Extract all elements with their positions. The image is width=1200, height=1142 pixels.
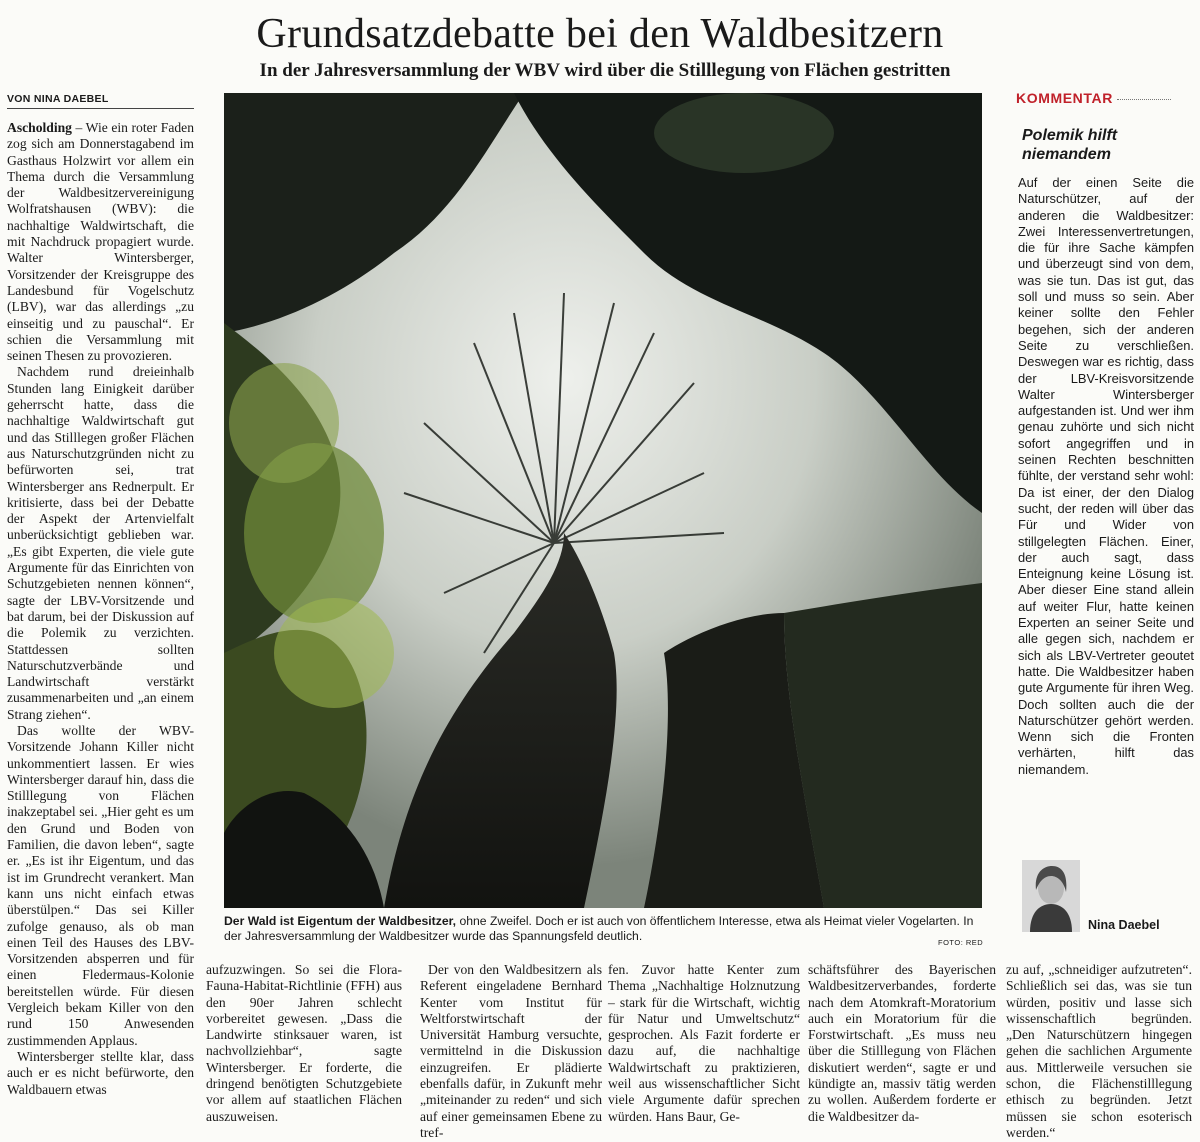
byline: VON NINA DAEBEL <box>7 93 194 109</box>
article-paragraph: Das wollte der WBV-Vorsitzende Johann Killer nicht unkommentiert lassen. Er wies Wintersberger darauf hin, dass die Stilllegung von Flächen inakzeptabel sei. „Hier geht es um den Grund und Boden von Familien, die davon leben“, sagte er. „Es ist ihr Eigentum, und das ist im Grundrecht verankert. Man kann uns nicht einfach etwas überstülpen.“ Das sei Killer zufolge genauso, als ob man einen Teil des Hauses des LBV-Vorsitzenden absperren und für einen Fledermaus-Kolonie bereitstellen würde. Für diesen Vergleich bekam Killer von den rund 150 Anwesenden zustimmenden Applaus. <box>7 722 194 1048</box>
article-column-1 <box>7 120 194 1098</box>
article-column-5: schäftsführer des Bayerischen Waldbesitzerverbandes, forderte nach dem Atomkraft-Moratorium auch ein Moratorium für die Forstwirtschaft. „Es muss neu über die Stilllegung von Flächen diskutiert werden“, sagte er und kündigte an, massiv tätig werden zu wollen. Außerdem forderte er die Waldbesitzer da- <box>808 962 996 1124</box>
kommentar-label: KOMMENTAR <box>1016 90 1113 106</box>
article-paragraph: Der von den Waldbesitzern als Referent eingeladene Bernhard Kenter vom Institut für Weltforstwirtschaft der Universität Hamburg versuchte, vermittelnd in die Diskussion einzugreifen. Er plädierte ebenfalls dafür, in Zukunft mehr „miteinander zu reden“ und sich auf einer gemeinsamen Ebene zu tref- <box>420 962 602 1140</box>
photo-caption <box>224 914 982 944</box>
kommentar-text: Auf der einen Seite die Naturschützer, auf der anderen die Waldbesitzer: Zwei Interessenvertretungen, die für ihre Sache kämpfen und überzeugt sind von dem, was sie tun. Das ist gut, das soll und muss so sein. Aber keiner sollte den Fehler begehen, sich der anderen Seite zu verschließen. Deswegen war es richtig, dass der LBV-Kreisvorsitzende Walter Wintersberger aufgestanden ist. Und wer ihm genau zuhörte und sich nicht sofort angegriffen und in seinen Rechten beschnitten fühlte, der verstand sehr wohl: Da ist einer, der den Dialog sucht, der reden will über das Für und Wider von stillgelegten Flächen. Einer, der auch sagt, dass Enteignung keine Lösung ist. Aber dieser Eine stand allein auf weiter Flur, hatte keinen Experten an seiner Seite und alle gegen sich, nachdem er sich als LBV-Vertreter geoutet hatte. Die Waldbesitzer haben gute Argumente für ihren Weg. Doch sollten auch die der Naturschützer gehört werden. Wenn sich die Fronten verhärten, hilft das niemandem. <box>1018 175 1194 777</box>
caption-text: ohne Zweifel. Doch er ist auch von öffentlichem Interesse, etwa als Heimat vieler Vogelarten. In der Jahresversammlung der Waldbesitzer wurde das Spannungsfeld deutlich. <box>224 914 974 943</box>
headline: Grundsatzdebatte bei den Waldbesitzern <box>256 11 944 57</box>
photo-credit: FOTO: RED <box>938 938 984 947</box>
forest-photo <box>224 93 982 908</box>
article-column-3 <box>420 962 602 1141</box>
dateline: Ascholding <box>7 120 72 135</box>
kommentar-title: Polemik hilft niemandem <box>1022 127 1118 163</box>
article-column-6: zu auf, „schneidiger aufzutreten“. Schließlich sei das, was sie tun würden, positiv und lasse sich wissenschaftlich begründen. „Den Naturschützern hingegen gehen die sachlichen Argumente aus. Mittlerweile versuchen sie schon, die Flächenstilllegung ethisch zu begründen. Jetzt müssen sie schon esoterisch werden.“ <box>1006 962 1192 1140</box>
author-portrait <box>1022 860 1080 932</box>
subheadline: In der Jahresversammlung der WBV wird über die Stilllegung von Flächen gestritten <box>259 60 951 81</box>
article-column-2: aufzuzwingen. So sei die Flora-Fauna-Habitat-Richtlinie (FFH) aus den 90er Jahren schlecht vorbereitet gewesen. „Dass die Landwirte stinksauer waren, ist nachvollziehbar“, sagte Wintersberger. Er forderte, die dringend benötigten Schutzgebiete vor allem auf staatlichen Flächen auszuweisen. <box>206 962 402 1124</box>
article-column-4: fen. Zuvor hatte Kenter zum Thema „Nachhaltige Holznutzung – stark für die Wirtschaft, wichtig für Natur und Umweltschutz“ gesprochen. Als Fazit forderte er dazu auf, die nachhaltige Waldwirtschaft zu praktizieren, weil aus wissenschaftlicher Sicht viele Argumente dafür sprechen würden. Hans Baur, Ge- <box>608 962 800 1124</box>
author-name: Nina Daebel <box>1088 918 1160 932</box>
caption-lead: Der Wald ist Eigentum der Waldbesitzer, <box>224 914 457 928</box>
article-paragraph: Ascholding – Wie ein roter Faden zog sich am Donnerstagabend im Gasthaus Holzwirt vor allem ein Thema durch die Versammlung der Waldbesitzervereinigung Wolfratshausen (WBV): die nachhaltige Waldwirtschaft, die mit Nachdruck propagiert wurde. Walter Wintersberger, Vorsitzender der Kreisgruppe des Landesbund für Vogelschutz (LBV), war das allerdings „zu einseitig und zu pauschal“. Er schien die Versammlung mit seinen Thesen zu provozieren. <box>7 120 194 364</box>
article-paragraph: Wintersberger stellte klar, dass auch er es nicht befürworte, den Waldbauern etwas <box>7 1048 194 1097</box>
kommentar-box <box>1016 90 1194 778</box>
dotted-rule <box>1117 99 1171 100</box>
article-paragraph: Nachdem rund dreieinhalb Stunden lang Einigkeit darüber geherrscht hatte, dass die nachhaltige Waldwirtschaft gut und das Stilllegen großer Flächen aus Naturschutzgründen nicht zu befürworten sei, trat Wintersberger ans Rednerpult. Er kritisierte, dass bei der Debatte der Aspekt der Artenvielfalt unberücksichtigt geblieben war. „Es gibt Experten, die viele gute Argumente für das Einrichten von Schutzgebieten nennen können“, sagte der LBV-Vorsitzende und bat darum, bei der Diskussion auf die Polemik zu verzichten. Stattdessen sollten Naturschutzverbände und Landwirtschaft verstärkt zusammenarbeiten und „an einem Strang ziehen“. <box>7 364 194 722</box>
